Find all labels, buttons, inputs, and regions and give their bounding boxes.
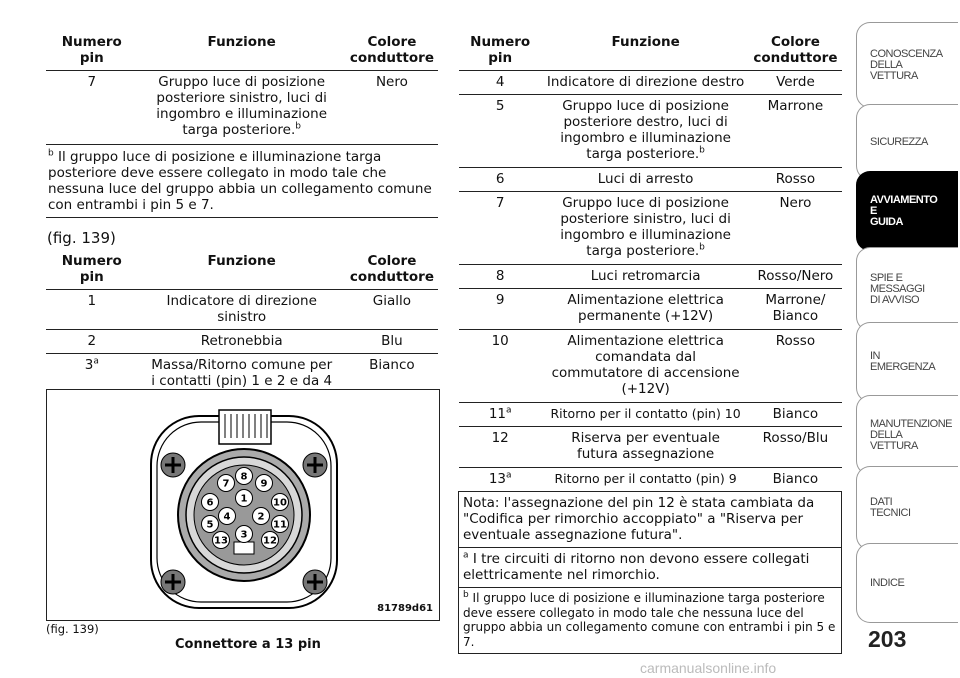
table-row: [459, 289, 842, 330]
pin-number: 11: [488, 406, 507, 422]
table-row: [459, 403, 842, 427]
cell-function: [542, 95, 749, 168]
pin-label: 8: [240, 471, 248, 483]
pin-label: 3: [240, 529, 248, 541]
cell-function: Alimentazione elettrica permanente (+12V): [542, 289, 749, 330]
cell-color: Rosso/Nero: [749, 265, 841, 289]
header-pin: Numero pin: [46, 250, 138, 290]
table-note-row: [46, 145, 438, 218]
tab-label: DATI TECNICI: [870, 496, 911, 519]
cell-color: Bianco: [346, 354, 438, 412]
cell-color: Giallo: [346, 290, 438, 330]
figure-caption: (fig. 139): [46, 622, 99, 636]
table-row: [459, 95, 842, 168]
pin-label: 1: [240, 493, 248, 505]
pin-number: 3: [84, 357, 94, 373]
cell-function: [138, 71, 346, 145]
cell-pin: 8: [459, 265, 542, 289]
cell-pin: 9: [459, 289, 542, 330]
tab-label: CONOSCENZA DELLA VETTURA: [870, 47, 943, 82]
cell-pin: 10: [459, 330, 542, 403]
tab-label: MANUTENZIONE DELLA VETTURA: [870, 417, 952, 452]
pin-label: 10: [273, 497, 287, 509]
cell-function: Riserva per eventuale futura assegnazione: [542, 427, 749, 468]
table-header: [46, 31, 438, 71]
cell-color: Blu: [346, 330, 438, 354]
footnote-ref: b: [699, 145, 705, 156]
footnote-ref: a: [506, 405, 512, 416]
table-row: [459, 71, 842, 95]
header-function: Funzione: [138, 250, 346, 290]
header-function: Funzione: [542, 31, 749, 71]
tab-label: SICUREZZA: [870, 135, 928, 148]
table-row: [46, 290, 438, 330]
header-function: Funzione: [138, 31, 346, 71]
cell-function: Massa/Ritorno comune per i contatti (pin) 1 e 2 e da 4: [138, 354, 346, 412]
footnote-marker: b: [48, 148, 54, 159]
tab-indice[interactable]: [856, 543, 958, 623]
table-note-row: [459, 588, 842, 654]
pin-label: 5: [206, 519, 214, 531]
pin-number: 13: [488, 471, 507, 487]
pin-label: 11: [273, 519, 287, 531]
tab-emergenza[interactable]: [856, 322, 958, 402]
cell-function: Indicatore di direzione destro: [542, 71, 749, 95]
nota: Nota: l'assegnazione del pin 12 è stata cambiata da "Codifica per rimorchio accoppiato" a "Riserva per eventuale assegnazione futura".: [459, 492, 842, 548]
footnote-b: [46, 145, 438, 218]
table-row: [46, 71, 438, 145]
watermark: carmanualsonline.info: [640, 660, 777, 676]
table-row: [46, 330, 438, 354]
figure-id: 81789d61: [377, 603, 433, 614]
tab-conoscenza[interactable]: [856, 22, 958, 108]
pin-label: 4: [223, 511, 231, 523]
cell-color: Rosso: [749, 168, 841, 192]
header-pin: Numero pin: [46, 31, 138, 71]
connector-figure: [46, 389, 440, 621]
cell-function: Alimentazione elettrica comandata dal commutatore di accensione (+12V): [542, 330, 749, 403]
footnote-marker: b: [463, 590, 469, 600]
tab-dati-tecnici[interactable]: [856, 466, 958, 550]
tab-label: INDICE: [870, 576, 905, 589]
cell-color: Nero: [749, 192, 841, 265]
page-number: 203: [868, 626, 907, 652]
table-row: [459, 168, 842, 192]
footnote-ref: b: [295, 121, 301, 132]
cell-function: Retronebbia: [138, 330, 346, 354]
cell-pin: 4: [459, 71, 542, 95]
table-row: [459, 330, 842, 403]
cell-pin: 2: [46, 330, 138, 354]
cell-function: Ritorno per il contatto (pin) 9: [542, 468, 749, 492]
table-note-row: [459, 548, 842, 588]
cell-pin: 7: [459, 192, 542, 265]
table-row: [459, 192, 842, 265]
cell-pin: 12: [459, 427, 542, 468]
cell-pin: [459, 403, 542, 427]
function-text: Gruppo luce di posizione posteriore destro, luci di ingombro e illuminazione targa posteriore.: [560, 98, 731, 162]
pin-table-top-left: [46, 31, 438, 218]
connector-13-pin-drawing: [47, 390, 439, 620]
pin-table-right: [458, 31, 842, 654]
tab-label: SPIE E MESSAGGI DI AVVISO: [870, 271, 925, 306]
footnote-a: [459, 548, 842, 588]
fig-reference: (fig. 139): [47, 229, 116, 247]
cell-color: Rosso: [749, 330, 841, 403]
footnote-ref: a: [506, 470, 512, 481]
header-color: Colore conduttore: [749, 31, 841, 71]
cell-pin: [459, 468, 542, 492]
cell-color: Nero: [346, 71, 438, 145]
cell-function: Ritorno per il contatto (pin) 10: [542, 403, 749, 427]
cell-function: Luci di arresto: [542, 168, 749, 192]
cell-color: Rosso/Blu: [749, 427, 841, 468]
footnote-text: I tre circuiti di ritorno non devono essere collegati elettricamente nel rimorchio.: [463, 551, 810, 583]
table-note-row: [459, 492, 842, 548]
table-header: [46, 250, 438, 290]
footnote-text: Il gruppo luce di posizione e illuminazione targa posteriore deve essere collegato in modo tale che nessuna luce del gruppo abbia un collegamento comune con entrambi i pin 5 e 7.: [48, 149, 432, 213]
cell-color: Bianco: [749, 403, 841, 427]
pin-label: 7: [222, 478, 230, 490]
cell-pin: 1: [46, 290, 138, 330]
cell-pin: 7: [46, 71, 138, 145]
pin-label: 2: [257, 511, 265, 523]
tab-label: IN EMERGENZA: [870, 350, 936, 373]
tab-spie[interactable]: [856, 247, 958, 331]
footnote-text: Il gruppo luce di posizione e illuminazione targa posteriore deve essere collegato in modo tale che nessuna luce del gruppo abbia un collegamento comune con entrambi i pin 5 e 7.: [463, 591, 836, 649]
cell-color: Verde: [749, 71, 841, 95]
pin-label: 12: [263, 535, 277, 547]
pin-table-bottom-left: [46, 250, 438, 412]
figure-title: Connettore a 13 pin: [175, 637, 321, 652]
table-header: [459, 31, 842, 71]
tab-sicurezza[interactable]: [856, 104, 958, 180]
cell-function: Indicatore di direzione sinistro: [138, 290, 346, 330]
pin-label: 9: [260, 478, 268, 490]
tab-manutenzione[interactable]: [856, 395, 958, 475]
table-row: [459, 427, 842, 468]
tab-label: AVVIAMENTO E GUIDA: [870, 193, 938, 228]
chapter-sidebar: [856, 0, 960, 630]
cell-function: [542, 192, 749, 265]
cell-color: Marrone/ Bianco: [749, 289, 841, 330]
cell-pin: 6: [459, 168, 542, 192]
tab-avviamento[interactable]: [856, 171, 958, 251]
cell-color: Marrone: [749, 95, 841, 168]
header-pin: Numero pin: [459, 31, 542, 71]
header-color: Colore conduttore: [346, 250, 438, 290]
function-text: Gruppo luce di posizione posteriore sinistro, luci di ingombro e illuminazione targa posteriore.: [156, 74, 328, 138]
cell-color: Bianco: [749, 468, 841, 492]
table-row: [459, 468, 842, 492]
footnote-ref: b: [699, 242, 705, 253]
pin-label: 13: [214, 535, 228, 547]
footnote-b: [459, 588, 842, 654]
footnote-ref: a: [93, 356, 99, 367]
pin-label: 6: [206, 497, 214, 509]
header-color: Colore conduttore: [346, 31, 438, 71]
footnote-marker: a: [463, 550, 469, 561]
function-text: Gruppo luce di posizione posteriore sinistro, luci di ingombro e illuminazione targa posteriore.: [560, 195, 731, 259]
cell-function: Luci retromarcia: [542, 265, 749, 289]
cell-pin: 5: [459, 95, 542, 168]
table-row: [459, 265, 842, 289]
